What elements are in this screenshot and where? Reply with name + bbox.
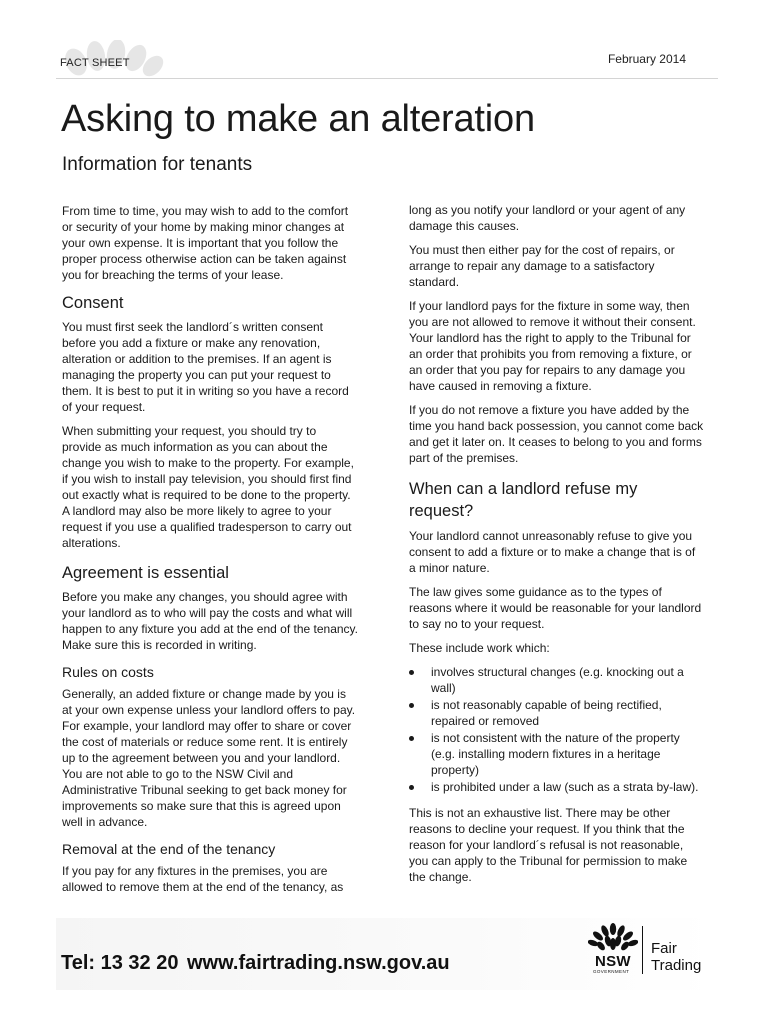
page-subtitle: Information for tenants [62,154,253,175]
refuse-paragraph-1: Your landlord cannot unreasonably refuse to give you consent to add a fixture or to make a change that is of a minor nature. [409,529,696,575]
logo-trading-text: Trading [651,957,702,974]
waratah-icon [588,922,638,954]
list-item-text: is not reasonably capable of being rectified, repaired or removed [431,698,662,728]
list-item [409,664,705,696]
list-item-text: is not consistent with the nature of the property (e.g. installing modern fixtures in a heritage property) [431,731,680,777]
right-column [409,202,705,893]
refuse-paragraph-2: The law gives some guidance as to the types of reasons where it would be reasonable for your landlord to say no to your request. [409,585,702,631]
logo-divider [642,926,643,974]
left-column [62,203,358,903]
bullet-icon [409,703,414,708]
bullet-icon [409,736,414,741]
agreement-paragraph: Before you make any changes, you should agree with your landlord as to who will pay the costs and what will happen to any fixture you add at the end of the tenancy. Make sure this is recorded in writing. [62,590,358,652]
fact-sheet-label: FACT SHEET [60,57,130,69]
costs-heading: Rules on costs [62,664,154,680]
reasons-list [409,664,705,795]
costs-paragraph: Generally, an added fixture or change made by you is at your own expense unless your landlord offers to pay. For example, your landlord may offer to share or cover the cost of materials or reduce some rent. It is entirely up to the agreement between you and your landlord. You are not able to go to the NSW Civil and Administrative Tribunal seeking to get back money for improvements so make sure that this is agreed upon well in advance. [62,687,356,829]
consent-paragraph-1: You must first seek the landlord´s written consent before you add a fixture or make any renovation, alteration or addition to the premises. If an agent is managing the property you can put your request to them. It is best to put it in writing so you have a record of your request. [62,320,349,414]
intro-paragraph: From time to time, you may wish to add to the comfort or security of your home by making minor changes at your own expense. It is important that you follow the proper process otherwise action can be taken against you for breaching the terms of your lease. [62,204,349,282]
removal-heading: Removal at the end of the tenancy [62,841,276,857]
list-item-text: involves structural changes (e.g. knocking out a wall) [431,665,684,695]
publication-date: February 2014 [607,52,686,66]
consent-paragraph-2: When submitting your request, you should try to provide as much information as you can about the change you wish to make to the property. For example, if you wish to install pay television, you should first find out exactly what is required to be done to the property. A landlord may also be more likely to agree to your request if you use a qualified tradesperson to carry out alterations. [62,424,354,550]
removal-paragraph: If you pay for any fixtures in the premises, you are allowed to remove them at the end of the tenancy, as [62,864,344,894]
refuse-heading: When can a landlord refuse my request? [409,480,638,520]
logo-government-text: GOVERNMENT [593,969,630,974]
phone-number: Tel: 13 32 20 [61,952,179,974]
bullet-icon [409,785,414,790]
removal-continued-paragraph: long as you notify your landlord or your agent of any damage this causes. [409,203,686,233]
include-paragraph: These include work which: [409,641,550,655]
closing-paragraph: This is not an exhaustive list. There may be other reasons to decline your request. If you think that the reason for your landlord´s refusal is not reasonable, you can apply to the Tribunal for permission to make the change. [409,806,688,884]
not-removed-paragraph: If you do not remove a fixture you have added by the time you hand back possession, you cannot come back and get it later on. It ceases to belong to you and forms part of the premises. [409,403,704,465]
list-item [409,697,705,729]
consent-heading: Consent [62,294,124,312]
agreement-heading: Agreement is essential [62,564,229,582]
website-link[interactable]: www.fairtrading.nsw.gov.au [187,952,450,974]
bullet-icon [409,670,414,675]
page-title: Asking to make an alteration [61,98,535,140]
list-item [409,779,705,795]
nsw-fair-trading-logo [588,922,718,978]
logo-nsw-text: NSW [595,953,631,970]
logo-fair-text: Fair [651,940,677,957]
list-item-text: is prohibited under a law (such as a strata by-law). [431,780,699,794]
repairs-paragraph: You must then either pay for the cost of repairs, or arrange to repair any damage to a satisfactory standard. [409,243,675,289]
list-item [409,730,705,778]
landlord-pays-paragraph: If your landlord pays for the fixture in some way, then you are not allowed to remove it without their consent. Your landlord has the right to apply to the Tribunal for an order that prohibits you from removing a fixture, or an order that you pay for repairs to any damage you have caused in removing a fixture. [409,299,696,393]
